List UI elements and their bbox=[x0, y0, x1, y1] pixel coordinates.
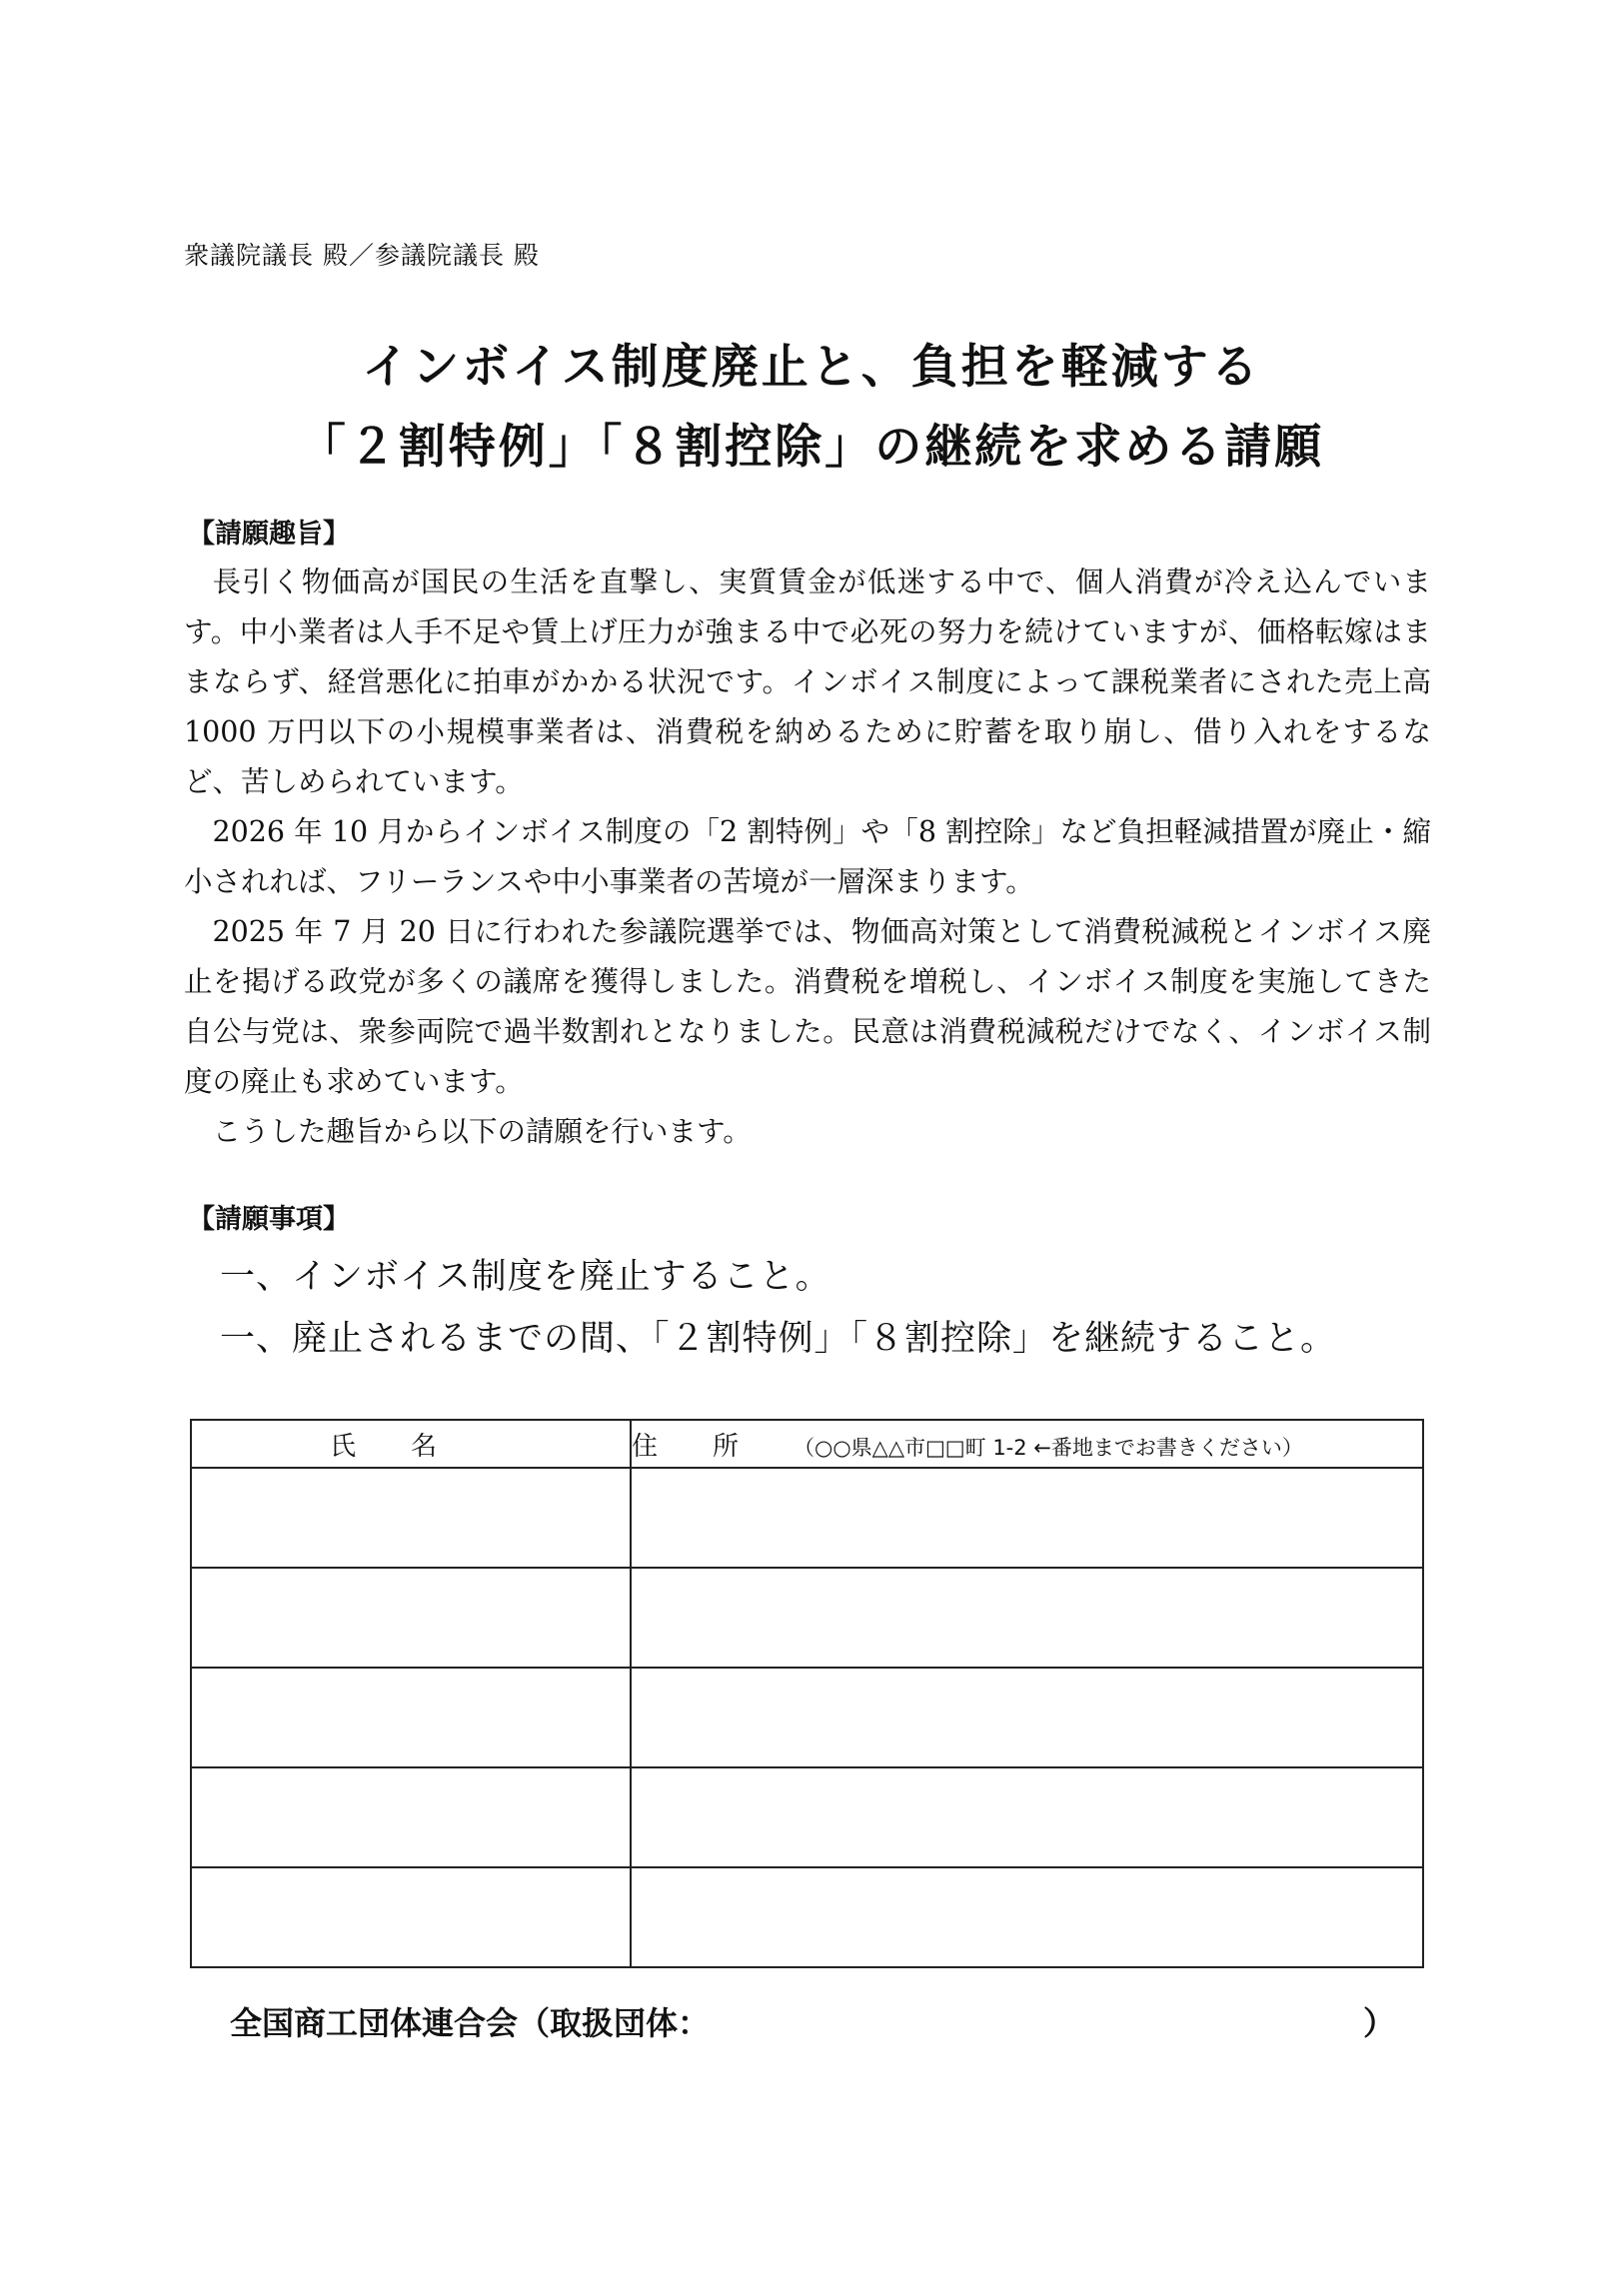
purpose-paragraph-2: 2026 年 10 月からインボイス制度の「2 割特例」や「8 割控除」など負担軽減措置が廃止・縮小されれば、フリーランスや中小事業者の苦境が一層深まります。 bbox=[184, 815, 1431, 898]
name-header-label: 氏名 bbox=[329, 1431, 492, 1462]
name-cell[interactable] bbox=[191, 1468, 631, 1568]
organization-label: 全国商工団体連合会（取扱団体： bbox=[230, 2004, 711, 2042]
address-cell[interactable] bbox=[631, 1668, 1423, 1767]
signature-row bbox=[191, 1668, 1423, 1767]
address-note: （○○県△△市□□町 1-2 ←番地までお書きください） bbox=[794, 1435, 1303, 1460]
name-cell[interactable] bbox=[191, 1568, 631, 1668]
signature-row bbox=[191, 1568, 1423, 1668]
address-cell[interactable] bbox=[631, 1867, 1423, 1967]
organization-close-paren: ） bbox=[1362, 2004, 1395, 2042]
title-line-2: 「２割特例」「８割控除」の継続を求める請願 bbox=[298, 420, 1325, 475]
address-column-header bbox=[631, 1420, 1423, 1468]
petition-item-2: 一、廃止されるまでの間、「２割特例」「８割控除」を継続すること。 bbox=[220, 1319, 1337, 1359]
signature-row bbox=[191, 1468, 1423, 1568]
purpose-paragraph-3: 2025 年 7 月 20 日に行われた参議院選挙では、物価高対策として消費税減税とインボイス廃止を掲げる政党が多くの議席を獲得しました。消費税を増税し、インボイス制度を実施してきた自公与党は、衆参両院で過半数割れとなりました。民意は消費税減税だけでなく、インボイス制度の廃止も求めています。 bbox=[184, 915, 1431, 1098]
address-header-label: 住所 bbox=[632, 1431, 795, 1462]
name-cell[interactable] bbox=[191, 1668, 631, 1767]
footer-organization bbox=[230, 1998, 1409, 2044]
address-cell[interactable] bbox=[631, 1568, 1423, 1668]
name-cell[interactable] bbox=[191, 1867, 631, 1967]
purpose-paragraph-4: こうした趣旨から以下の請願を行います。 bbox=[212, 1115, 752, 1148]
purpose-heading: 【請願趣旨】 bbox=[188, 519, 350, 550]
petition-item-1: 一、インボイス制度を廃止すること。 bbox=[220, 1257, 831, 1297]
name-cell[interactable] bbox=[191, 1767, 631, 1867]
signature-row bbox=[191, 1767, 1423, 1867]
name-column-header bbox=[191, 1420, 631, 1468]
address-cell[interactable] bbox=[631, 1468, 1423, 1568]
addressee: 衆議院議長 殿／参議院議長 殿 bbox=[184, 241, 540, 270]
signature-row bbox=[191, 1867, 1423, 1967]
signature-table-header bbox=[191, 1420, 1423, 1468]
items-heading: 【請願事項】 bbox=[188, 1204, 350, 1235]
address-cell[interactable] bbox=[631, 1767, 1423, 1867]
purpose-paragraph-1: 長引く物価高が国民の生活を直撃し、実質賃金が低迷する中で、個人消費が冷え込んでいます。中小業者は人手不足や賃上げ圧力が強まる中で必死の努力を続けていますが、価格転嫁はままならず、経営悪化に拍車がかかる状況です。インボイス制度によって課税業者にされた売上高 1000 万円以下の小規模事業者は、消費税を納めるために貯蓄を取り崩し、借り入れをするなど、苦しめられています。 bbox=[184, 566, 1431, 798]
signature-table bbox=[190, 1419, 1424, 1968]
title-line-1: インボイス制度廃止と、負担を軽減する bbox=[362, 340, 1261, 395]
